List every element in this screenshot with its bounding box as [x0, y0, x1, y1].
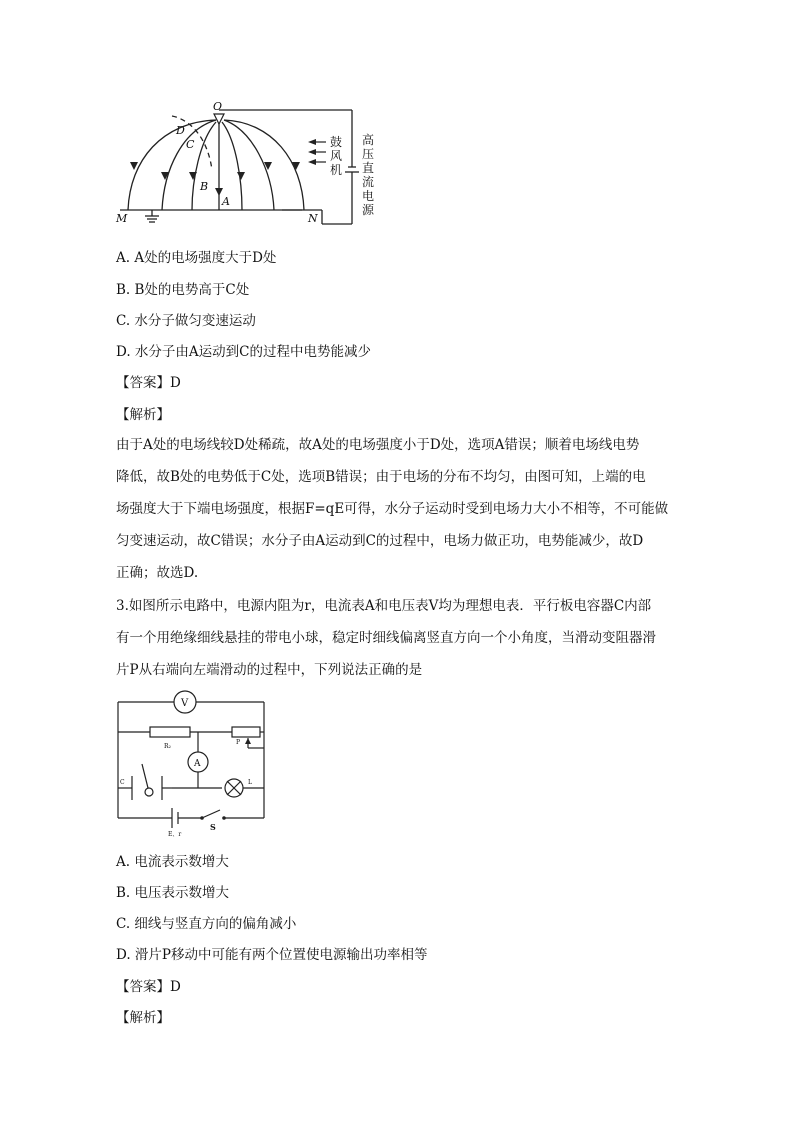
label-a: A: [222, 195, 230, 208]
q3-option-d: D. 滑片P移动中可能有两个位置使电源输出功率相等: [116, 947, 428, 963]
blower-char: 鼓: [330, 135, 343, 149]
analysis-line: 由于A处的电场线较D处稀疏，故A处的电场强度小于D处，选项A错误；顺着电场线电势: [116, 437, 640, 453]
q2-analysis-label: 【解析】: [116, 407, 170, 423]
label-d: D: [176, 124, 185, 137]
analysis-line: 场强度大于下端电场强度，根据F=qE可得，水分子运动时受到电场力大小不相等，不可能做: [116, 501, 669, 517]
source-char: 电: [362, 189, 375, 203]
lamp-label: L: [248, 779, 252, 786]
battery-label: E、r: [168, 831, 182, 838]
circuit-figure: [112, 688, 272, 838]
analysis-line: 匀变速运动，故C错误；水分子由A运动到C的过程中，电场力做正功，电势能减少，故D: [116, 533, 644, 549]
electric-field-figure: [112, 100, 392, 230]
q3-answer: 【答案】D: [116, 979, 181, 995]
label-m: M: [116, 212, 128, 225]
source-char: 源: [362, 203, 375, 217]
analysis-line: 正确；故选D.: [116, 565, 199, 581]
q3-stem: [116, 590, 686, 686]
q2-option-c: C. 水分子做匀变速运动: [116, 313, 256, 329]
label-o: O: [213, 100, 223, 113]
r2-label: R₂: [164, 743, 171, 750]
capacitor-label: C: [120, 779, 125, 786]
label-b: B: [200, 180, 209, 193]
switch-label: S: [210, 822, 216, 832]
q3-option-c: C. 细线与竖直方向的偏角减小: [116, 916, 297, 932]
q2-option-d: D. 水分子由A运动到C的过程中电势能减少: [116, 344, 372, 360]
label-n: N: [308, 212, 318, 225]
q2-option-b: B. B处的电势高于C处: [116, 282, 250, 298]
source-char: 压: [362, 147, 375, 161]
stem-line: 片P从右端向左端滑动的过程中，下列说法正确的是: [116, 662, 423, 678]
source-char: 高: [362, 133, 375, 147]
q2-answer: 【答案】D: [116, 375, 181, 391]
q3-option-a: A. 电流表示数增大: [116, 854, 229, 870]
slider-p-label: P: [236, 739, 241, 746]
ammeter-label: A: [194, 759, 201, 769]
q3-option-b: B. 电压表示数增大: [116, 885, 230, 901]
blower-char: 机: [330, 163, 343, 177]
label-c: C: [186, 138, 195, 151]
analysis-line: 降低，故B处的电势低于C处，选项B错误；由于电场的分布不均匀，由图可知，上端的电: [116, 469, 646, 485]
q2-option-a: A. A处的电场强度大于D处: [116, 250, 277, 266]
q3-analysis-label: 【解析】: [116, 1010, 170, 1026]
source-char: 直: [362, 161, 375, 175]
voltmeter-label: V: [181, 698, 189, 709]
stem-line: 有一个用绝缘细线悬挂的带电小球，稳定时细线偏离竖直方向一个小角度，当滑动变阻器滑: [116, 630, 656, 646]
stem-line: 3.如图所示电路中，电源内阻为r，电流表A和电压表V均为理想电表．平行板电容器C内部: [116, 598, 652, 614]
q2-analysis-text: [116, 429, 686, 589]
blower-char: 风: [330, 149, 343, 163]
source-char: 流: [362, 175, 375, 189]
